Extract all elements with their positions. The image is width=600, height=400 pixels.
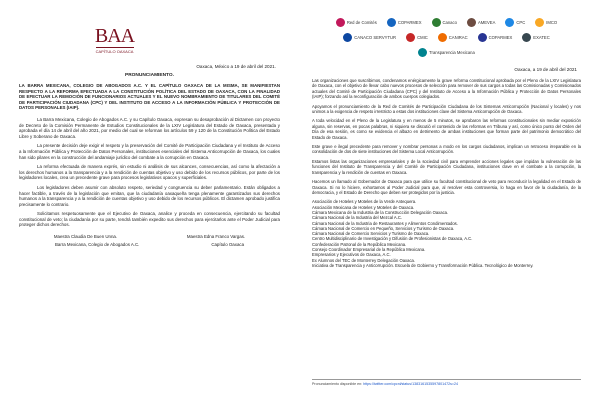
- left-document-page: [3, 6, 294, 394]
- org-logo: [522, 33, 549, 42]
- right-paragraph: Las organizaciones que suscribimos, condenamos enérgicamente la grave reforma constitucional aprobada por el Pleno de la LXIV Legislatura de Oaxaca, con el objetivo de llevar cabo nuevos procesos de selección para remover de sus cargos a todas las Comisionadas y Comisionados actuales del Comité de Participación Ciudadana (CPC) y del Instituto de Acceso a la Información Pública y Protección de Datos Personales (IAIP); forzando así la reconfiguración de ambos cuerpos colegiados.: [312, 78, 581, 100]
- signer-org: Barra Mexicana, Colegio de Abogados A.C.: [54, 242, 140, 248]
- right-paragraph: A toda velocidad en el Pleno de la Legislatura y en menos de 5 minutos, se aprobaron las reformas constitucionales sin mediar exposición alguna, sin reservas, en pocas palabras, ni siquiera se discutió el contenido de las reformas en Tribuna y así, como único punto del Orden del Día de esa sesión, es como se evidencia el albazo en detrimento de ambas instituciones que forman parte del patrimonio democrático del Estado de Oaxaca.: [312, 118, 581, 140]
- org-logo: [432, 18, 457, 27]
- signer-org: Capítulo Oaxaca: [211, 242, 245, 248]
- list-item: Ex Alumnos del TEC de Monterrey Delegación Oaxaca.: [312, 257, 416, 263]
- left-paragraph: La Barra Mexicana, Colegio de Abogados A.C. y su Capítulo Oaxaca, expresan su desaprobación al Dictamen con proyecto de Decreto de la Comisión Permanente de Estudios Constitucionales de la LXIV Legislatura del Estado de Oaxaca, presentada y aprobada el día 14 de abril del año 2021, por medio del cual se reforman los artículos 59 y 120 de la Constitución Política del Estado Libre y Soberano de Oaxaca.: [19, 116, 280, 139]
- org-logo: [438, 33, 468, 42]
- right-document-page: [300, 6, 591, 394]
- org-logo-icon: [467, 18, 476, 27]
- org-logo-icon: [336, 18, 345, 27]
- right-date: Oaxaca, a 19 de abril del 2021: [514, 67, 577, 72]
- bma-logo-subtitle: CAPÍTULO OAXACA: [95, 49, 134, 54]
- footnote: [312, 379, 581, 386]
- list-item: Iniciativa de Transparencia y Anticorrupción. Escuela de Gobierno y Transformación Pública. Tecnológico de Monterrey.: [312, 262, 534, 268]
- org-logo-icon: [438, 33, 447, 42]
- footnote-link[interactable]: https://twitter.com/cpcnl/status/1383161535597801472s=24: [363, 382, 458, 386]
- signers-row: [19, 234, 280, 239]
- org-logo-label: Canaco: [442, 20, 457, 25]
- org-logo-label: Red de Comités: [346, 20, 377, 25]
- org-logo-label: AMEVEA: [477, 20, 496, 25]
- right-paragraph: Este grave e ilegal precedente para remover y nombrar personas a modo en los cargos ciudadanos, implican un retroceso irreparable en la consolidación de dos de siete instituciones del Sistema Local Anticorrupción.: [312, 144, 581, 155]
- signer-name: Maestra Claudia De Buen Unna.: [53, 234, 118, 240]
- org-logo-label: CANIRAC: [448, 35, 468, 40]
- org-logo-icon: [478, 33, 487, 42]
- list-item: Empresarios y Ejecutivos de Oaxaca, A.C.: [312, 252, 391, 258]
- bma-logo: [3, 26, 280, 54]
- right-paragraph: Hacemos un llamado al Gobernador de Oaxaca para que utilice su facultad constitucional de veto para reconducir la legalidad en el Estado de Oaxaca. Si no lo hiciere, exhortamos al Poder Judicial para que, al resolver esta controversia, lo haga en favor de la ciudadanía, de la democracia, y el Estado de Derecho que deben ser protegidos por la justicia.: [312, 179, 581, 195]
- list-item: Cámara Nacional de la Industria de Restaurantes y Alimentos Condimentados.: [312, 220, 458, 226]
- left-paragraph: La presente decisión deje exigir el respeto y la preservación del Comité de Participación Ciudadana y el Instituto de Acceso a la Información Pública y Protección de Datos Personales, instituciones esenciales del Sistema Anticorrupción de Oaxaca, los cuales han sido pilares en la construcción del andamiaje jurídico del combate a la corrupción en Oaxaca.: [19, 143, 280, 160]
- left-paragraph: Los legisladores deben asumir con absoluto respeto, seriedad y congruencia su deber parlamentario. Están obligados a hacer factible, a través de la legislación que emitan, que la ciudadanía oaxaqueña tenga plenamente garantizados sus derechos humanos a la transparencia y a la rendición de cuentas objetivo y uso debido de los recursos públicos. El dictamen aprobado justifica precisamente lo contrario.: [19, 184, 280, 207]
- org-logo: [467, 18, 495, 27]
- list-item: Cámara Nacional de Comercio Servicios y Turismo de Oaxaca.: [312, 231, 430, 237]
- org-logo-label: COPARMEX: [397, 20, 422, 25]
- org-logo: [478, 33, 513, 42]
- org-logo-icon: [387, 18, 396, 27]
- right-paragraph: Apoyamos el pronunciamiento de la Red de Comités de Participación Ciudadana de los Sistemas Anticorrupción (Nacional y locales) y nos unimos a la exigencia de respeto irrestricto a estas dos instituciones clave del Sistema Anticorrupción de Oaxaca.: [312, 103, 581, 115]
- list-item: Asociación Mexicana de Hoteles y Moteles de Oaxaca.: [312, 204, 415, 210]
- list-item: Consejo Coordinador Empresarial de la República Mexicana.: [312, 246, 426, 252]
- org-logo: [343, 33, 396, 42]
- left-paragraph: Solicitamos respetuosamente que el Ejecutivo de Oaxaca, analice y proceda en consecuencia, ejercitando su facultad constitucional de veto; la ciudadanía por su parte, tendrá también expedito sus derechos para ejercitarlos ante el Poder Judicial para proteger dichos derechos.: [19, 211, 280, 228]
- org-logo: [406, 33, 428, 42]
- list-item: Centro Multidisciplinario de Investigación y Difusión de Profesionistas de Oaxaca, A.C.: [312, 236, 473, 242]
- org-logo-icon: [418, 48, 427, 57]
- org-logo: [387, 18, 422, 27]
- org-logo-icon: [505, 18, 514, 27]
- org-logo-icon: [343, 33, 352, 42]
- right-paragraph: Estamos listas las organizaciones empresariales y de la sociedad civil para emprender acciones legales que impidan la vulneración de las funciones del Instituto de Transparencia y del Comité de Participación Ciudadana, instituciones clave en el combate a la corrupción, la transparencia y la rendición de cuentas en Oaxaca.: [312, 158, 581, 175]
- left-date: Oaxaca, México a 19 de abril del 2021.: [196, 64, 276, 69]
- org-logo-icon: [522, 33, 531, 42]
- bma-logo-mark: BAA: [94, 25, 135, 47]
- org-logo-label: IMCO: [546, 20, 558, 25]
- org-logo-icon: [406, 33, 415, 42]
- footnote-label: Pronunciamiento disponible en:: [312, 382, 363, 386]
- org-logo: [535, 18, 557, 27]
- list-item: Asociación de Hoteles y Moteles de la Verde Antequera.: [312, 199, 417, 205]
- org-logo: [505, 18, 525, 27]
- org-logo-label: EXATEC: [533, 35, 550, 40]
- org-logo-icon: [432, 18, 441, 27]
- org-logo-label: Transparencia Mexicana: [429, 50, 475, 55]
- logo-rule: [96, 47, 134, 48]
- org-logo-label: CMIC: [417, 35, 428, 40]
- org-logo-icon: [535, 18, 544, 27]
- org-logo: [336, 18, 377, 27]
- signer-orgs-row: [19, 242, 280, 247]
- list-item: Cámara Mexicana de la Industria de la Construcción Delegación Oaxaca.: [312, 209, 449, 215]
- left-intro: LA BARRA MEXICANA, COLEGIO DE ABOGADOS A.C. Y EL CAPÍTULO OAXACA DE LA MISMA, SE MANIFIESTAN RESPECTO A LA REFORMA EFECTUADA A LA CONSTITUCIÓN POLÍTICA DEL ESTADO DE OAXACA, CON LA FINALIDAD DE EFECTUAR LA REMOCIÓN DE FUNCIONARIOS ACTUALES Y EL NUEVO NOMBRAMIENTO DE TITULARES DEL COMITÉ DE PARTICIPACIÓN CIUDADANA (CPC) Y DEL INSTITUTO DE ACCESO A LA INFORMACIÓN PÚBLICA Y PROTECCIÓN DE DATOS PERSONALES (IAIP).: [19, 83, 280, 111]
- org-logo: [418, 48, 475, 57]
- left-paragraph: La reforma efectuada de manera exprés, sin estudio ni análisis de sus alcances, consecuencias, así como la afectación a los derechos humanos a la transparencia y a la rendición de cuentas objetivo y uso debido de los recursos públicos, por parte de los legisladores locales, crea un precedente grave para procesos legislativos opacos y superficiales.: [19, 164, 280, 181]
- left-heading: PRONUNCIAMIENTO.: [125, 73, 174, 78]
- organization-logos: [312, 14, 581, 59]
- member-organizations-list: [312, 199, 581, 268]
- signer-name: Maestra Edna Franco Vargas.: [186, 234, 246, 240]
- list-item: Cámara Nacional de Comercio en Pequeño, Servicios y Turismo de Oaxaca.: [312, 225, 455, 231]
- list-item: Cámara Nacional de la Industria del Mezcal A.C.: [312, 215, 403, 221]
- org-logo-label: CPC: [516, 20, 526, 25]
- list-item: Confederación Patronal de la República Mexicana.: [312, 241, 407, 247]
- org-logo-label: CANACO SERVYTUR: [354, 35, 397, 40]
- org-logo-label: COPARMEX: [488, 35, 513, 40]
